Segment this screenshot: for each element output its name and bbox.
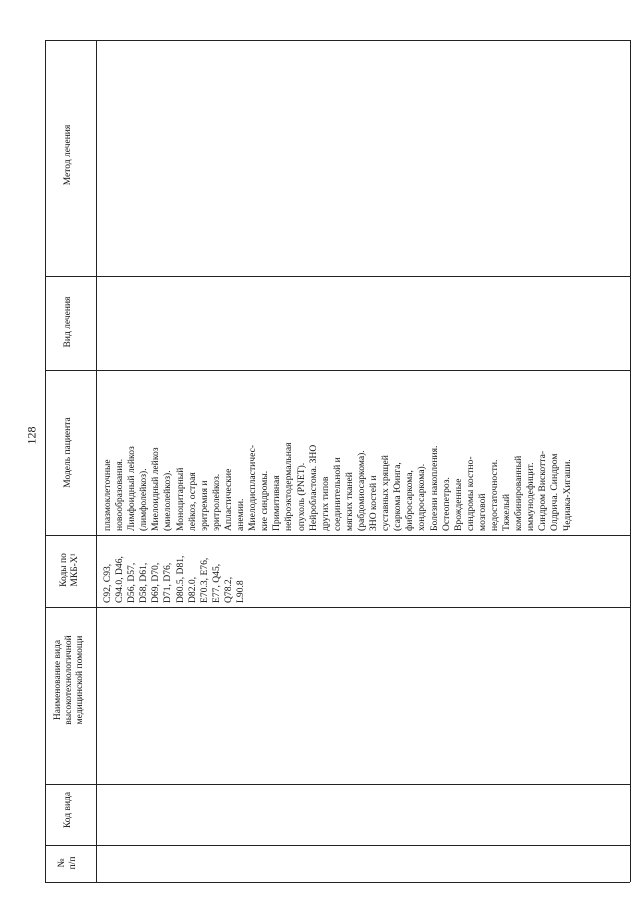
table-right-border (630, 40, 631, 882)
cell-icd-codes: C92, C93, C94.0, D46, D56, D57, D58, D61, D69, D70, D71, D76, D80.5, D81, D82.0, E70.3, E76, E77, Q45, Q78.2, L90.8 (102, 555, 247, 603)
header-num: № п/п (57, 856, 78, 870)
table-left-border (45, 40, 46, 882)
header-code: Код вида (63, 791, 73, 829)
table-bottom-border (45, 882, 630, 883)
page-number: 128 (24, 426, 39, 445)
divider-icd-name (45, 607, 630, 608)
table-top-border (45, 40, 630, 41)
cell-patient-model: плазмоклеточные новообразования. Лимфоидный лейкоз (лимфолейкоз). Миелоидный лейкоз (миелолейкоз). Моноцитарный лейкоз, острая эритремия и эритролейкоз. Апластические анемии. Миелодиспластичес- кие синдромы. Примитивная нейроэктодермальная опухоль (PNET). Нейробластома. ЗНО других типов соединительной и мягких тканей (рабдомиосаркома). ЗНО костей и суставных хрящей (саркома Юинга, фибросаркома, хондросаркома). Болезни накопления. Остеопетроз. Врожденные синдромы костно- мозговой недостаточности. Тяжелый комбинированный иммунодефицит. Синдром Вискотта- Олдрича. Синдром Чедиака-Хигаши. (102, 442, 573, 531)
divider-method-type (45, 276, 630, 277)
header-method: Метод лечения (63, 124, 73, 186)
header-divider (96, 40, 97, 882)
medical-care-table (45, 40, 630, 882)
header-type: Вид лечения (63, 296, 73, 348)
divider-code-num (45, 845, 630, 846)
header-name: Наименование вида высокотехнологичной медицинской помощи (53, 635, 85, 725)
header-icd: Коды по МКБ-Х¹ (59, 553, 80, 587)
header-model: Модель пациента (63, 417, 73, 488)
divider-name-code (45, 784, 630, 785)
